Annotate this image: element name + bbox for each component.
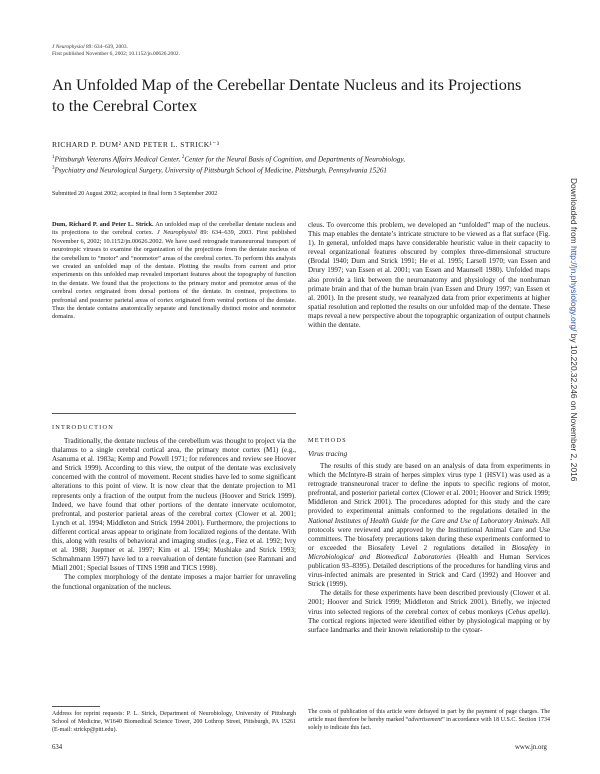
methods-paragraph-1: The results of this study are based on an analysis of data from experiments in which the McIntyre-B strain of herpes simplex virus type 1 (HSV1) was used as a retrograde transneuronal tracer to define the inputs to specific regions of motor, prefrontal, and posterior parietal cortex (Clower et al. 2001; Hoover and Strick 1999; Middleton and Strick 2001). The procedures adopted for this study and the care provided to experimental animals conformed to the regulations detailed in the National Institutes of Health Guide for the Care and Use of Laboratory Animals. All protocols were reviewed and approved by the Institutional Animal Care and Use committees. The biosafety precautions taken during these experiments conformed to or exceeded the Biosafety Level 2 regulations detailed in Biosafety in Microbiological and Biomedical Laboratories (Health and Human Services publication 93–8395). Detailed descriptions of the procedures for handling virus and virus-infected animals are presented in Strick and Card (1992) and Hoover and Strick (1999).: [308, 462, 550, 589]
page-number: 634: [52, 744, 63, 751]
advertisement-word: advertisement: [408, 716, 442, 723]
abstract-journal-name: J Neurophysiol: [156, 229, 197, 237]
abstract-paper-title: An unfolded map of the cerebellar dentate nucleus and its projections to the cerebral cortex.: [52, 221, 296, 237]
introduction-continued-paragraph: cleus. To overcome this problem, we developed an “unfolded” map of the nucleus. This map enables the dentate’s intricate structure to be viewed as a flat surface (Fig. 1). In general, unfolded maps have considerable heuristic value in their capacity to reveal organizational features obscured by complex three-dimensional structure (Brodal 1940; Dum and Strick 1991; He et al. 1995; Larsell 1970; van Essen and Drury 1997; van Essen et al. 2001; van Essen and Maunsell 1980). Unfolded maps also provide a link between the neuroanatomy and physiology of the nonhuman primate brain and that of the human brain (van Essen and Drury 1997; van Essen et al. 2001). In the present study, we reanalyzed data from prior experiments at higher spatial resolution and replotted the results on our unfolded map of the dentate. These maps reveal a new perspective about the topographic organization of output channels within the dentate.: [308, 221, 550, 330]
first-published: First published November 6, 2002; 10.1152/jn.00626.2002.: [52, 51, 180, 57]
download-link[interactable]: http://jn.physiology.org/: [569, 245, 579, 332]
reprint-address-footnote: Address for reprint requests: P. L. Strick, Department of Neurobiology, University of Pittsburgh School of Medicine, W1640 Biomedical Science Tower, 200 Lothrop Street, Pittsburgh, PA 15261 (E-mail: strickp@pitt.edu).: [52, 711, 296, 733]
nih-guide-title: National Institutes of Health Guide for the Care and Use of Laboratory Animals: [308, 516, 538, 525]
methods-subheading: Virus tracing: [308, 449, 348, 458]
introduction-body: [52, 437, 296, 592]
introduction-heading: INTRODUCTION: [52, 424, 114, 431]
affiliations: [52, 153, 552, 176]
methods-heading: METHODS: [308, 437, 347, 444]
affiliation-marker-1: 1: [52, 155, 55, 160]
species-name: Cebus apella: [508, 607, 546, 616]
download-prefix: Downloaded from: [569, 178, 579, 246]
download-suffix: by 10.220.32.246 on November 2, 2016: [569, 331, 579, 482]
bmbl-title: Biosafety in Microbiological and Biomedical Laboratories: [308, 543, 550, 561]
introduction-continued: [308, 221, 550, 330]
introduction-paragraph-2: The complex morphology of the dentate imposes a major barrier for unraveling the functional organization of the nucleus.: [52, 573, 296, 591]
author-line: RICHARD P. DUM² AND PETER L. STRICK¹⁻³: [52, 140, 220, 149]
affiliation-3: Psychiatry and Neurological Surgery, University of Pittsburgh School of Medicine, Pittsburgh, Pennsylvania 15261: [54, 166, 388, 175]
download-watermark: [568, 178, 580, 598]
affiliation-2: Center for the Neural Basis of Cognition, and Departments of Neurobiology,: [184, 155, 405, 164]
introduction-paragraph-1: Traditionally, the dentate nucleus of the cerebellum was thought to project via the thalamus to a single cerebral cortical area, the primary motor cortex (M1) (e.g., Asanuma et al. 1983a; Kemp and Powell 1971; for references and review see Hoover and Strick 1999). According to this view, the output of the dentate was exclusively concerned with the control of movement. Recent studies have led to some significant alterations to this point of view. It is now clear that the dentate projection to M1 represents only a fraction of the output from the nucleus (Hoover and Strick 1999). Indeed, we have found that other portions of the dentate innervate oculomotor, prefrontal, and posterior parietal areas of the cerebral cortex (Clower et al. 2001; Lynch et al. 1994; Middleton and Strick 1994 2001). Furthermore, the projections to different cortical areas appear to originate from localized regions of the dentate. With this, along with results of behavioral and imaging studies (e.g., Fiez et al. 1992; Ivry et al. 1988; Jueptner et al. 1997; Kim et al. 1994; Mushiake and Strick 1993; Schmahmann 1997) have led to a reevaluation of dentate function (see Ramnani and Miall 2001; Special Issues of TINS 1998 and TICS 1998).: [52, 437, 296, 573]
footnote-divider: [52, 706, 100, 707]
abstract-body: We have used retrograde transneuronal transport of neurotropic viruses to examine the organization of the projections from the dentate nucleus of the cerebellum to “motor” and “nonmotor” areas of the cerebral cortex. To perform this analysis we created an unfolded map of the dentate. Plotting the results from current and prior experiments on this unfolded map revealed important features about the topography of function in the dentate. We found that the projections to the primary motor and premotor areas of the cerebral cortex originated from dorsal portions of the dentate. In contrast, projections to prefrontal and posterior parietal areas of cortex originated from ventral portions of the dentate. Thus the dentate contains anatomically separate and functionally distinct motor and nonmotor domains.: [52, 237, 296, 321]
section-divider-top: [52, 413, 296, 414]
affiliation-marker-2: 2: [181, 155, 185, 160]
journal-header: [52, 44, 180, 58]
publication-cost-footnote: The costs of publication of this article were defrayed in part by the payment of page charges. The article must therefore be hereby marked “advertisement” in accordance with 18 U.S.C. Section 1734 solely to indicate this fact.: [308, 709, 550, 731]
journal-name: J Neurophysiol: [52, 44, 85, 50]
methods-paragraph-2: The details for these experiments have been described previously (Clower et al. 2001; Hoover and Strick 1999; Middleton and Strick 2001). Briefly, we injected virus into selected regions of the cerebral cortex of cebus monkeys (Cebus apella). The cortical regions injected were identified either by physiological mapping or by surface landmarks and their known relationship to the cytoar-: [308, 589, 550, 634]
abstract: [52, 221, 296, 322]
affiliation-marker-3: 3: [52, 166, 55, 172]
methods-body: [308, 462, 550, 635]
affiliation-1: Pittsburgh Veterans Affairs Medical Center,: [54, 155, 182, 164]
abstract-journal-details: 89: 634–639, 2003. First published November 6, 2002; 10.1152/jn.00626.2002.: [52, 229, 296, 245]
journal-citation: 89: 634–639, 2003.: [85, 44, 128, 50]
abstract-lead: Dum, Richard P. and Peter L. Strick.: [52, 221, 154, 228]
submission-dates: Submitted 20 August 2002; accepted in final form 3 September 2002: [52, 191, 218, 197]
journal-website: www.jn.org: [515, 744, 547, 751]
article-title: An Unfolded Map of the Cerebellar Dentate Nucleus and its Projections to the Cerebral Cortex: [52, 75, 522, 115]
